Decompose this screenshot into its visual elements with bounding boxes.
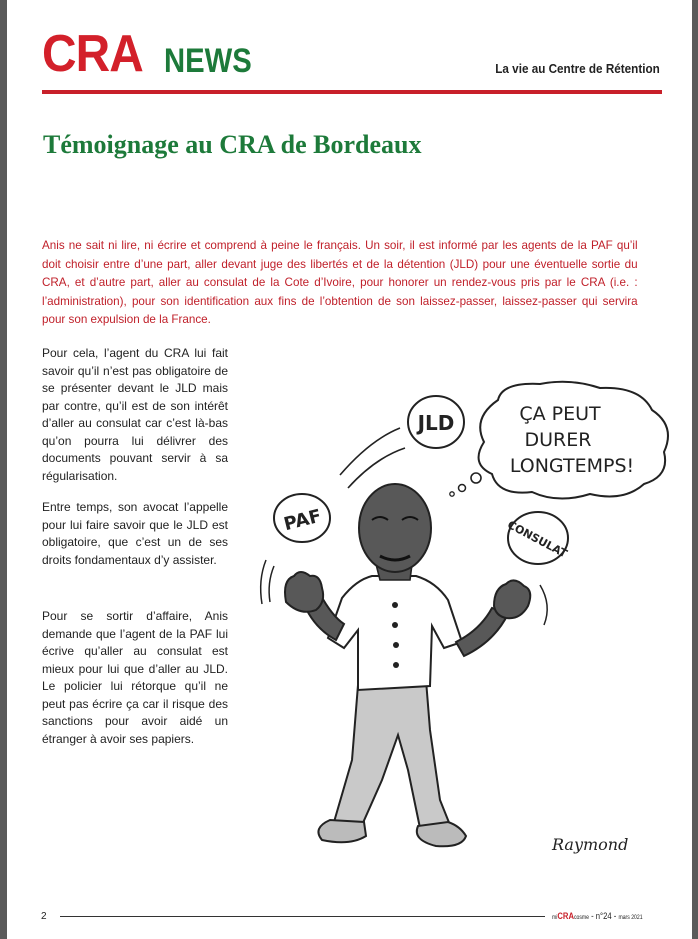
cartoon-illustration bbox=[240, 380, 680, 870]
page-edge-left bbox=[0, 0, 7, 939]
thought-line-3: LONGTEMPS! bbox=[509, 455, 635, 477]
paf-bubble bbox=[274, 494, 330, 542]
footer-magazine-info bbox=[552, 911, 643, 921]
consulat-bubble bbox=[505, 512, 570, 564]
body-paragraph: Entre temps, son avocat l’appelle pour lui faire savoir que le JLD est obligatoire, que c’est un de ses droits fondamentaux d’y assister. bbox=[42, 500, 228, 567]
artist-signature: Raymond bbox=[552, 835, 629, 854]
issue-number: - n°24 - bbox=[591, 911, 617, 921]
article-intro: Anis ne sait ni lire, ni écrire et comprend à peine le français. Un soir, il est informé par les agents de la PAF qu’il doit choisir entre d’une part, aller devant juge des libertés et de la détention (JLD) pour une éventuelle sortie du CRA, et d’autre part, aller au consulat de la Cote d’Ivoire, pour honorer un rendez-vous pris par le CRA (i.e. : l’administration), pour son identification aux fins de l’obtention de son laissez-passer, laissez-passer qui servira pour son expulsion de la France. bbox=[42, 238, 638, 326]
thought-line-2: DURER bbox=[524, 429, 592, 451]
paf-label: PAF bbox=[281, 505, 324, 536]
issue-date: mars 2021 bbox=[618, 915, 643, 921]
consulat-label: CONSULAT bbox=[505, 518, 570, 561]
logo-cra-text: CRA bbox=[42, 25, 143, 83]
page-number: 2 bbox=[41, 911, 47, 922]
article-title: Témoignage au CRA de Bordeaux bbox=[43, 130, 422, 159]
thought-cloud bbox=[450, 382, 668, 499]
body-paragraph: Pour se sortir d’affaire, Anis demande que l’agent de la PAF lui écrive qu’aller au consulat est mieux pour lui que d’aller au JLD. Le policier lui rétorque qu’il ne peut pas écrire ça car il risque des sanctions pour avoir aidé un étranger à avoir ses papiers. bbox=[42, 609, 228, 746]
thought-line-1: ÇA PEUT bbox=[519, 403, 601, 425]
logo-news-text: NEWS bbox=[164, 42, 252, 80]
body-paragraph: Pour cela, l’agent du CRA lui fait savoir qu’il n’est pas obligatoire de se présenter devant le JLD mais par contre, qu’il est de son intérêt d’aller au consulat car c’est là-bas qu’on pourra lui délivrer des documents pouvant servir à sa régularisation. bbox=[42, 346, 228, 483]
page-edge-right bbox=[692, 0, 698, 939]
section-title: La vie au Centre de Rétention bbox=[495, 61, 660, 76]
man-figure bbox=[285, 484, 530, 846]
footer-divider bbox=[60, 916, 545, 917]
mag-brand: CRA bbox=[557, 911, 574, 921]
mag-prefix: mi bbox=[552, 915, 558, 921]
jld-label: JLD bbox=[417, 411, 455, 435]
jld-bubble bbox=[408, 396, 464, 448]
header-divider bbox=[42, 90, 662, 94]
mag-suffix: cosme bbox=[573, 915, 589, 921]
